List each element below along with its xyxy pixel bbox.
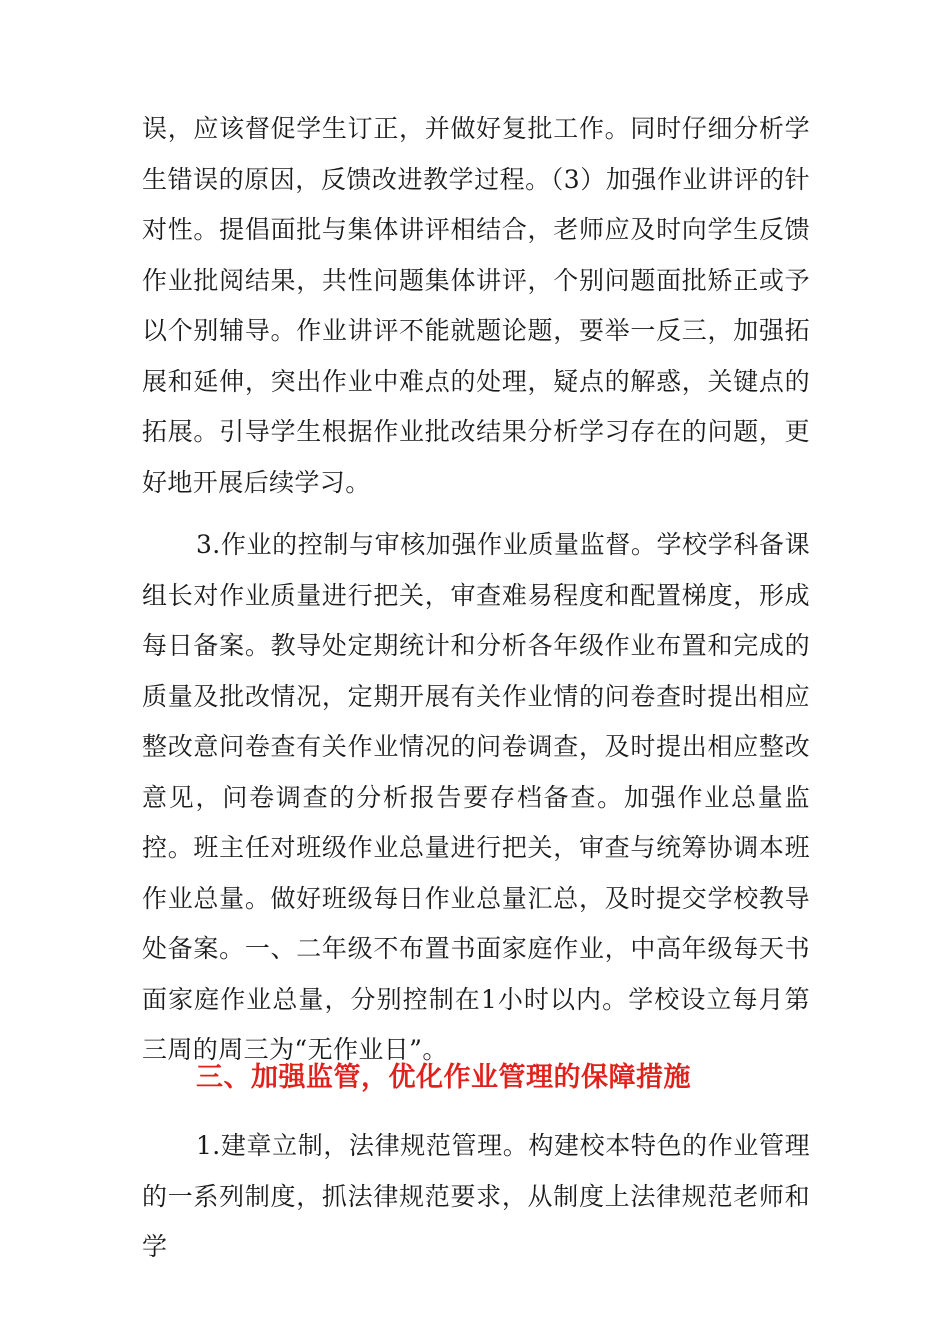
body-paragraph-homework-review: 误，应该督促学生订正，并做好复批工作。同时仔细分析学生错误的原因，反馈改进教学过程。（3）加强作业讲评的针对性。提倡面批与集体讲评相结合，老师应及时向学生反馈作业批阅结果，共性问题集体讲评，个别问题面批矫正或予以个别辅导。作业讲评不能就题论题，要举一反三，加强拓展和延伸，突出作业中难点的处理，疑点的解惑，关键点的拓展。引导学生根据作业批改结果分析学习存在的问题，更好地开展后续学习。 <box>142 114 810 497</box>
body-paragraph-regulations: 1.建章立制，法律规范管理。构建校本特色的作业管理的一系列制度，抓法律规范要求，从制度上法律规范老师和学 <box>142 1131 810 1261</box>
section-heading: 三、加强监管，优化作业管理的保障措施 <box>196 1062 691 1093</box>
body-paragraph-homework-control: 3.作业的控制与审核加强作业质量监督。学校学科备课组长对作业质量进行把关，审查难易程度和配置梯度，形成每日备案。教导处定期统计和分析各年级作业布置和完成的质量及批改情况，定期开展有关作业情的问卷查时提出相应整改意问卷查有关作业情况的问卷调查，及时提出相应整改意见，问卷调查的分析报告要存档备查。加强作业总量监控。班主任对班级作业总量进行把关，审查与统筹协调本班作业总量。做好班级每日作业总量汇总，及时提交学校教导处备案。一、二年级不布置书面家庭作业，中高年级每天书面家庭作业总量，分别控制在1小时以内。学校设立每月第三周的周三为“无作业日”。 <box>142 530 810 1064</box>
